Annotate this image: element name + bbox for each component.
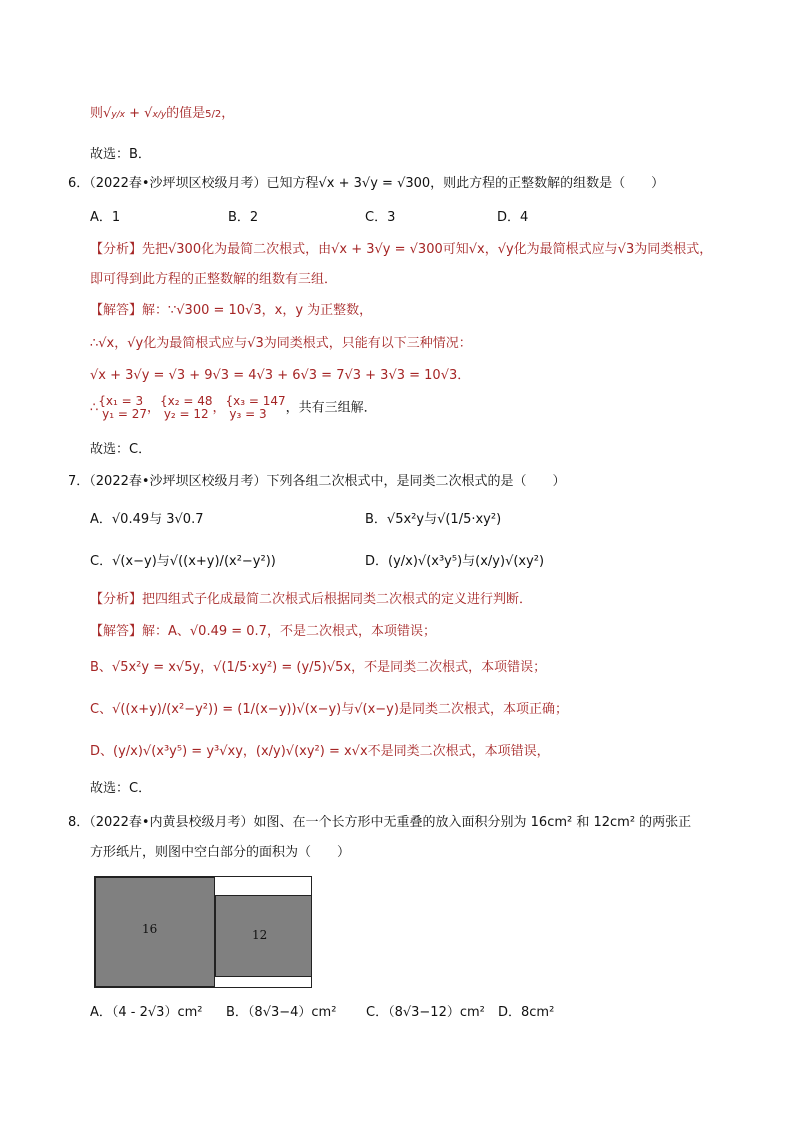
q8-option-a: A．（4 - 2√3）cm² [90,1005,203,1020]
q7-stem: 7．（2022春•沙坪坝区校级月考）下列各组二次根式中，是同类二次根式的是（ ） [68,474,566,489]
prev-result-expr: 则√y/x + √x/y的值是5/2， [90,106,235,121]
q7-answer-b: B、√5x²y = x√5y，√(1/5·xy²) = (y/5)√5x，不是同类二次根式，本项错误； [90,660,547,675]
q6-sys2-y: y₂ = 12 [163,407,209,421]
prev-result-line [90,104,234,125]
figure-label-16: 16 [142,922,158,936]
q8-option-c: C．（8√3−12）cm² [366,1005,485,1020]
prev-post-text: 的值是 [166,106,206,121]
q6-option-a: A．1 [90,210,121,225]
q7-option-b: B．√5x²y与√(1/5·xy²) [365,512,502,527]
q7-answer-d: D、(y/x)√(x³y⁵) = y³√xy，(x/y)√(xy²) = x√x不是同类二次根式，本项错误， [90,744,550,759]
q8-stem-2: 方形纸片，则图中空白部分的面积为（ ） [90,845,351,860]
q7-choose: 故选：C． [90,781,152,796]
q8-option-d: D．8cm² [498,1005,555,1020]
q6-answer-3: √x + 3√y = √3 + 9√3 = 4√3 + 6√3 = 7√3 + 3√3 = 10√3． [90,368,471,383]
q6-sys1-x: x₁ = 3 [105,394,144,408]
q6-system-1: {x₁ = 3 y₁ = 27 [98,394,147,421]
q6-sys3-x: x₃ = 147 [233,394,286,408]
q7-option-a: A．√0.49与 3√0.7 [90,512,204,527]
q6-system-3: {x₃ = 147 y₃ = 3 [225,394,286,421]
q6-stem: 6．（2022春•沙坪坝区校级月考）已知方程√x + 3√y = √300，则此方程的正整数解的组数是（ ） [68,176,665,191]
q6-sys3-y: y₃ = 3 [229,407,267,421]
prev-pre-text: 则 [90,106,104,121]
q7-answer-a: 【解答】解：A、√0.49 = 0.7，不是二次根式，本项错误； [90,624,436,639]
q6-sys2-x: x₂ = 48 [167,394,213,408]
prev-choose-text: 故选：B． [90,147,151,162]
q6-analysis-cont: 即可得到此方程的正整数解的组数有三组． [90,272,338,287]
q7-answer-c: C、√((x+y)/(x²−y²)) = (1/(x−y))√(x−y)与√(x−y)是同类二次根式，本项正确； [90,702,568,717]
q6-answer-1-text: 【解答】解：∵√300 = 10√3，x，y 为正整数， [90,303,373,318]
q6-system-2: {x₂ = 48 y₂ = 12 [160,394,213,421]
q7-option-d: D．(y/x)√(x³y⁵)与(x/y)√(xy²) [365,554,545,569]
q6-choose: 故选：C． [90,442,152,457]
q6-answer-1 [90,301,372,321]
q6-analysis: 【分析】先把√300化为最简二次根式，由√x + 3√y = √300可知√x，√y化为最简根式应与√3为同类根式， [90,242,713,257]
q6-option-d: D．4 [497,210,529,225]
prev-choose [90,145,151,165]
q6-answer-4: ∴{x₁ = 3 y₁ = 27，{x₂ = 48 y₂ = 12 ，{x₃ = 147 y₃ = 3 ，共有三组解． [90,394,377,421]
prev-frac: 5/2 [205,109,222,120]
q6-option-b: B．2 [228,210,259,225]
q6-answer-4-tail: ，共有三组解． [285,400,377,416]
q7-analysis: 【分析】把四组式子化成最简二次根式后根据同类二次根式的定义进行判断． [90,592,533,607]
figure-label-12: 12 [252,928,268,942]
q7-option-c: C．√(x−y)与√((x+y)/(x²−y²)) [90,554,276,569]
q8-stem-1: 8．（2022春•内黄县校级月考）如图、在一个长方形中无重叠的放入面积分别为 16cm² 和 12cm² 的两张正 [68,815,692,830]
q6-option-c: C．3 [365,210,396,225]
q6-sys1-y: y₁ = 27 [102,407,147,421]
q8-option-b: B．（8√3−4）cm² [226,1005,337,1020]
q6-answer-2: ∴√x，√y化为最简根式应与√3为同类根式，只能有以下三种情况： [90,336,472,351]
